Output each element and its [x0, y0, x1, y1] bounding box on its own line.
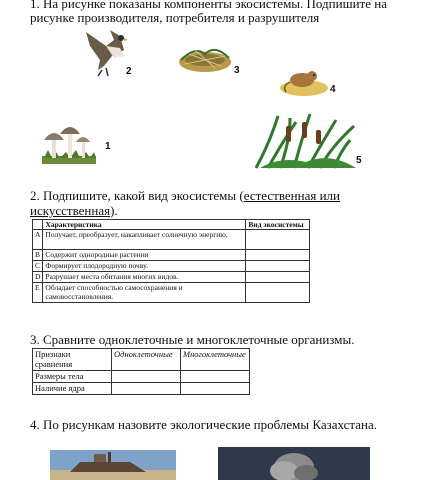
smoke-photo: [218, 447, 370, 480]
ecosystem-table-header-characteristic: Характеристика: [43, 220, 246, 230]
row-answer-cell[interactable]: [246, 261, 310, 272]
question-2-line1: [30, 189, 340, 203]
rodent-picture: [278, 64, 330, 98]
mushrooms-picture: [40, 122, 98, 166]
table-row: [33, 383, 250, 395]
comparison-header-criteria: Признаки сравнения: [33, 349, 112, 371]
ecosystem-table: [32, 219, 310, 303]
question-2-prefix: 2. Подпишите, какой вид экосистемы (: [30, 188, 244, 203]
row-characteristic: Разрушает места обитания многих видов.: [43, 272, 246, 283]
comparison-table: [32, 348, 250, 395]
question-4-title: 4. По рисункам назовите экологические проблемы Казахстана.: [30, 417, 378, 432]
row-characteristic: Обладает способностью самосохранения и самовосстановления.: [43, 283, 246, 303]
comparison-answer-cell[interactable]: [112, 371, 181, 383]
table-row: [33, 272, 310, 283]
label-2: 2: [126, 66, 132, 77]
comparison-header-unicellular: Одноклеточные: [112, 349, 181, 371]
comparison-answer-cell[interactable]: [181, 383, 250, 395]
table-row: [33, 230, 310, 250]
question-1-line1: 1. На рисунке показаны компоненты экосистемы. Подпишите на: [30, 0, 387, 11]
row-answer-cell[interactable]: [246, 230, 310, 250]
table-row: [33, 371, 250, 383]
comparison-answer-cell[interactable]: [112, 383, 181, 395]
question-3-title: 3. Сравните одноклеточные и многоклеточные организмы.: [30, 332, 355, 347]
table-row: [33, 283, 310, 303]
question-2-underlined-1: естественная или: [243, 188, 340, 203]
row-answer-cell[interactable]: [246, 250, 310, 261]
comparison-answer-cell[interactable]: [181, 371, 250, 383]
row-letter: B: [33, 250, 43, 261]
bird-picture: [80, 26, 132, 78]
comparison-row-label: Размеры тела: [33, 371, 112, 383]
comparison-row-label: Наличие ядра: [33, 383, 112, 395]
label-1: 1: [105, 141, 111, 152]
label-4: 4: [330, 84, 336, 95]
ecosystem-table-header-type: Вид экосистемы: [246, 220, 310, 230]
table-row: [33, 250, 310, 261]
question-2-line2: [30, 204, 118, 218]
row-answer-cell[interactable]: [246, 272, 310, 283]
row-characteristic: Содержит однородные растения: [43, 250, 246, 261]
label-5: 5: [356, 155, 362, 166]
row-letter: A: [33, 230, 43, 250]
question-2-suffix: ).: [110, 203, 118, 218]
question-1-line2: рисунке производителя, потребителя и разрушителя: [30, 10, 320, 25]
cattails-picture: [250, 112, 360, 172]
row-letter: C: [33, 261, 43, 272]
label-3: 3: [234, 65, 240, 76]
question-2-underlined-2: искусственная: [30, 203, 111, 218]
row-letter: E: [33, 283, 43, 303]
row-characteristic: Получает, преобразует, накапливает солнечную энергию.: [43, 230, 246, 250]
straw-picture: [175, 40, 235, 74]
row-answer-cell[interactable]: [246, 283, 310, 303]
table-row: [33, 261, 310, 272]
row-characteristic: Формирует плодородную почву.: [43, 261, 246, 272]
ecosystem-table-header-letter: [33, 220, 43, 230]
shipwreck-photo: [50, 450, 176, 480]
comparison-header-multicellular: Многоклеточные: [181, 349, 250, 371]
row-letter: D: [33, 272, 43, 283]
